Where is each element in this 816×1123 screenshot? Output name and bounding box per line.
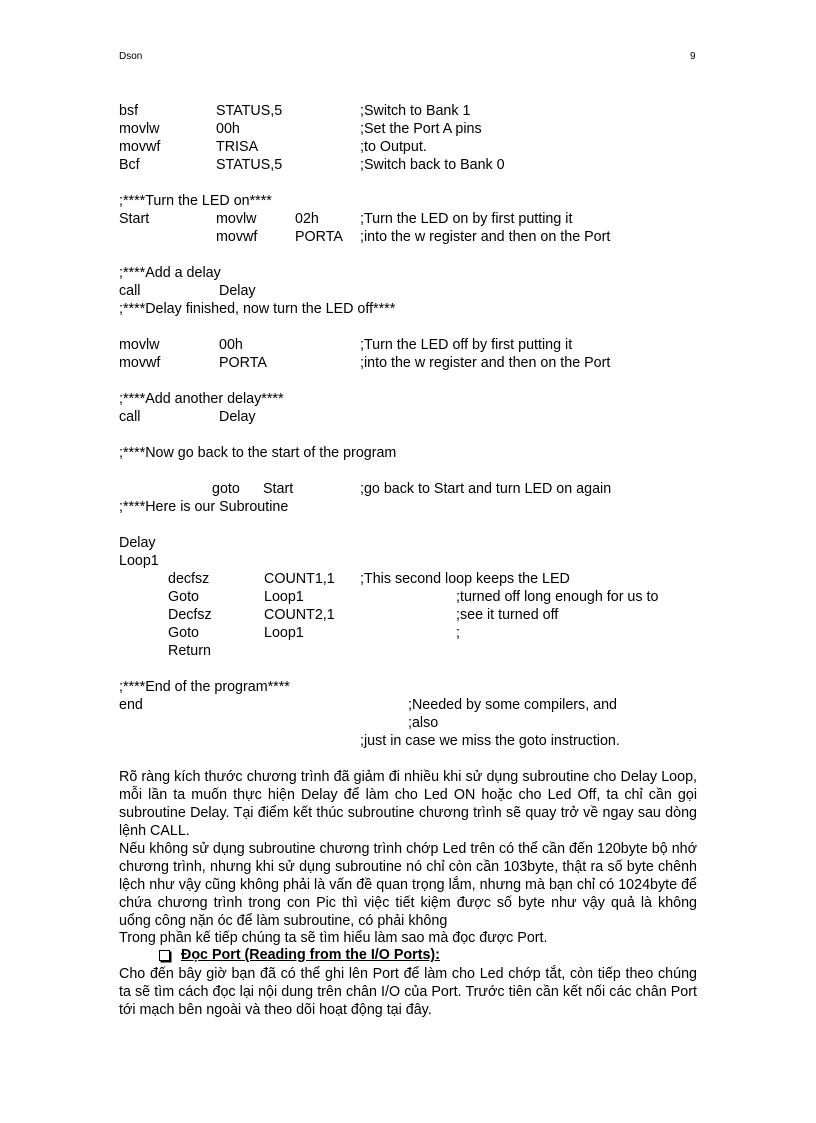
code-label: Loop1 bbox=[119, 553, 159, 569]
code-instruction: Goto bbox=[168, 625, 199, 641]
code-instruction: Bcf bbox=[119, 157, 140, 173]
code-comment: ;Needed by some compilers, and bbox=[408, 697, 618, 713]
code-comment: ;Set the Port A pins bbox=[360, 121, 482, 137]
code-comment: ;Switch back to Bank 0 bbox=[360, 157, 505, 173]
code-label: Delay bbox=[119, 535, 156, 551]
code-comment: ;Switch to Bank 1 bbox=[360, 103, 471, 119]
code-operand: COUNT2,1 bbox=[264, 607, 335, 623]
code-comment: ;into the w register and then on the Port bbox=[360, 229, 611, 245]
code-instruction: Return bbox=[168, 643, 211, 659]
code-comment-line: ;****Now go back to the start of the program bbox=[119, 445, 397, 461]
code-comment-line: ;****Turn the LED on**** bbox=[119, 193, 272, 209]
code-instruction: movlw bbox=[119, 121, 160, 137]
checkbox-bullet-icon bbox=[159, 950, 170, 961]
code-comment: ;Turn the LED on by first putting it bbox=[360, 211, 573, 227]
code-instruction: goto bbox=[212, 481, 240, 497]
code-instruction: end bbox=[119, 697, 143, 713]
code-operand: STATUS,5 bbox=[216, 103, 283, 119]
code-comment-line: ;****Add another delay**** bbox=[119, 391, 284, 407]
header-left: Dson bbox=[119, 51, 143, 62]
code-operand: Delay bbox=[219, 283, 256, 299]
code-operand: Loop1 bbox=[264, 625, 304, 641]
code-operand: Delay bbox=[219, 409, 256, 425]
code-comment: ;see it turned off bbox=[456, 607, 559, 623]
code-instruction: call bbox=[119, 409, 141, 425]
code-operand: Loop1 bbox=[264, 589, 304, 605]
code-instruction: decfsz bbox=[168, 571, 210, 587]
code-operand: 00h bbox=[219, 337, 243, 353]
code-operand: STATUS,5 bbox=[216, 157, 283, 173]
code-instruction: movwf bbox=[119, 139, 161, 155]
code-instruction: Goto bbox=[168, 589, 199, 605]
code-instruction: call bbox=[119, 283, 141, 299]
code-instruction: Decfsz bbox=[168, 607, 212, 623]
paragraph: Rõ ràng kích thước chương trình đã giảm đi nhiều khi sử dụng subroutine cho Delay Loop, mỗi lần ta muốn thực hiện Delay để làm cho Led ON hoặc cho Led Off, ta chỉ cần gọi subroutine Delay. Tại điểm kết thúc subroutine chương trình sẽ quay trở về ngay sau dòng lệnh CALL. bbox=[119, 769, 697, 839]
code-instruction: movlw bbox=[216, 211, 257, 227]
section-heading: Đọc Port (Reading from the I/O Ports): bbox=[181, 947, 440, 963]
paragraph: Cho đến bây giờ bạn đã có thể ghi lên Port để làm cho Led chớp tắt, còn tiếp theo chúng ta sẽ tìm cách đọc lại nội dung trên chân I/O của Port. Trước tiên cần kết nối các chân Port tới mạch bên ngoài và theo dõi hoạt động tại đây. bbox=[119, 966, 697, 1018]
page-number: 9 bbox=[690, 51, 696, 62]
code-comment: ;turned off long enough for us to bbox=[456, 589, 659, 605]
code-label: Start bbox=[119, 211, 150, 227]
code-comment: ;just in case we miss the goto instruction. bbox=[360, 733, 620, 749]
paragraph: Nếu không sử dụng subroutine chương trình chớp Led trên có thể cần đến 120byte bộ nhớ chương trình, nhưng khi sử dụng subroutine nó chỉ còn cần 103byte, thật ra số byte chênh lệch như vậy cũng không phải là vấn đề quan trọng lắm, nhưng mà bạn chỉ có 1024byte để chứa chương trình trong con Pic thì việc tiết kiệm được số byte như vậy quả là không uổng công nặn óc để làm subroutine, có phải không bbox=[119, 841, 697, 929]
code-operand: COUNT1,1 bbox=[264, 571, 335, 587]
code-operand: 02h bbox=[295, 211, 319, 227]
code-comment: ;into the w register and then on the Port bbox=[360, 355, 611, 371]
code-comment-line: ;****End of the program**** bbox=[119, 679, 290, 695]
code-operand: PORTA bbox=[295, 229, 343, 245]
code-comment: ;to Output. bbox=[360, 139, 427, 155]
paragraph: Trong phần kế tiếp chúng ta sẽ tìm hiểu làm sao mà đọc được Port. bbox=[119, 930, 548, 946]
code-comment: ;go back to Start and turn LED on again bbox=[360, 481, 612, 497]
code-operand: Start bbox=[263, 481, 294, 497]
code-instruction: movlw bbox=[119, 337, 160, 353]
code-comment-line: ;****Add a delay bbox=[119, 265, 221, 281]
code-instruction: movwf bbox=[216, 229, 258, 245]
code-comment-line: ;****Delay finished, now turn the LED off**** bbox=[119, 301, 396, 317]
code-instruction: movwf bbox=[119, 355, 161, 371]
code-operand: PORTA bbox=[219, 355, 267, 371]
code-comment: ;This second loop keeps the LED bbox=[360, 571, 570, 587]
code-comment-line: ;****Here is our Subroutine bbox=[119, 499, 289, 515]
code-operand: TRISA bbox=[216, 139, 259, 155]
code-instruction: bsf bbox=[119, 103, 139, 119]
code-comment: ;also bbox=[408, 715, 439, 731]
code-comment: ; bbox=[456, 625, 460, 641]
code-comment: ;Turn the LED off by first putting it bbox=[360, 337, 573, 353]
code-operand: 00h bbox=[216, 121, 240, 137]
